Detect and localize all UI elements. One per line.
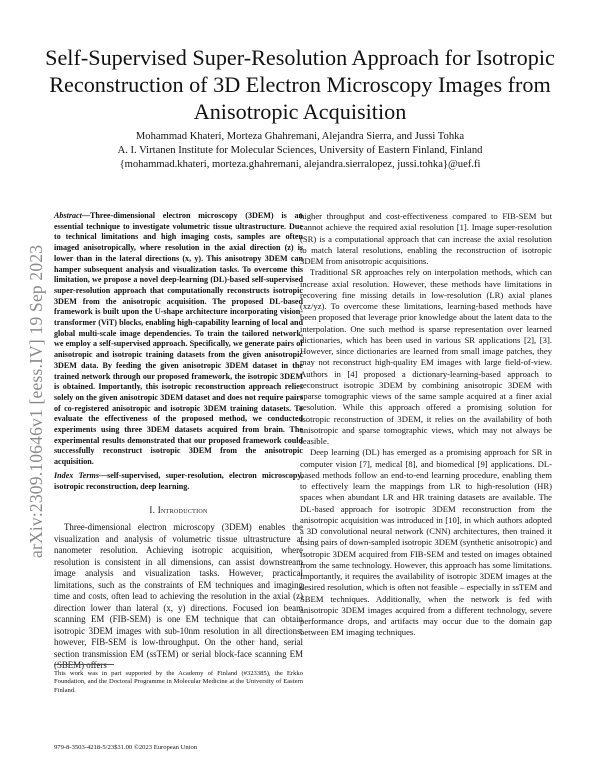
body-paragraph: Deep learning (DL) has emerged as a promising approach for SR in computer vision [7], medical [8], and biomedical [9] applications. DL-based methods follow an end-to-end learning procedure, enabling them to effectively learn the mappings from LR to high-resolution (HR) spaces when abundant LR and HR training datasets are available. The DL-based approach for isotropic 3DEM reconstruction from the anisotropic acquisition was introduced in [10], in which authors adopted a 3D convolutional neural network (CNN) architectures, then trained it using pairs of down-sampled isotropic 3DEM (synthetic anisotropic) and isotropic 3DEM acquired from FIB-SEM and tested on images obtained from the same technology. However, this approach has some limitations. Importantly, it requires the availability of isotropic 3DEM images at the desired resolution, which is often not feasible – especially in ssTEM and SBEM techniques. Additionally, when the network is fed with anisotropic 3DEM images acquired from a different technology, severe performance drops, and artifacts may occur due to the domain gap between EM imaging techniques. — [300, 447, 552, 638]
introduction — [54, 522, 303, 672]
right-column — [300, 211, 552, 639]
emails: {mohammad.khateri, morteza.ghahremani, alejandra.sierralopez, jussi.tohka}@uef.fi — [119, 159, 481, 170]
index-terms — [54, 471, 303, 492]
affiliation: A. I. Virtanen Institute for Molecular Sciences, University of Eastern Finland, Finland — [117, 145, 483, 156]
arxiv-stamp[interactable]: arXiv:2309.10646v1 [eess.IV] 19 Sep 2023 — [26, 244, 46, 558]
index-terms-label: Index Terms — [54, 470, 99, 480]
paper-title: Self-Supervised Super-Resolution Approach for Isotropic Reconstruction of 3D Electron Microscopy Images from Anisotropic Acquisition — [45, 45, 555, 124]
section-heading-introduction: I. Introduction — [149, 505, 208, 516]
copyright-footer: 979-8-3503-4218-5/23$31.00 ©2023 European Union — [54, 744, 198, 751]
abstract-text: —Three-dimensional electron microscopy (3DEM) is an essential technique to investigate volumetric tissue ultrastructure. Due to technical limitations and high imaging costs, samples are often imaged anisotropically, where resolution in the axial direction (z) is lower than in the lateral directions (x, y). This anisotropy 3DEM can hamper subsequent analysis and visualization tasks. To overcome this limitation, we propose a novel deep-learning (DL)-based self-supervised super-resolution approach that computationally reconstructs isotropic 3DEM from the anisotropic acquisition. The proposed DL-based framework is built upon the U-shape architecture incorporating vision-transformer (ViT) blocks, enabling high-capability learning of local and global multi-scale image dependencies. To train the tailored network, we employ a self-supervised approach. Specifically, we generate pairs of anisotropic and isotropic training datasets from the given anisotropic 3DEM data. By feeding the given anisotropic 3DEM dataset in the trained network through our proposed framework, the isotropic 3DEM is obtained. Importantly, this isotropic reconstruction approach relies solely on the given anisotropic 3DEM dataset and does not require pairs of co-registered anisotropic and isotropic 3DEM training datasets. To evaluate the effectiveness of the proposed method, we conducted experiments using three 3DEM datasets acquired from brain. The experimental results demonstrated that our proposed framework could successfully reconstruct isotropic 3DEM from the anisotropic acquisition. — [54, 211, 303, 467]
abstract-label: Abstract — [54, 211, 82, 220]
arxiv-stamp-container — [10, 198, 46, 558]
author-names: Mohammad Khateri, Morteza Ghahremani, Alejandra Sierra, and Jussi Tohka — [135, 131, 465, 142]
intro-paragraph: Three-dimensional electron microscopy (3DEM) enables the visualization and analysis of volumetric tissue ultrastructure at nanometer resolution. Achieving isotropic acquisition, where resolution is consistent in all dimensions, can assist downstream image analysis and visualization tasks. However, practical limitations, such as the constraints of EM techniques and imaging time and costs, often lead to achieving the resolution in the axial (z) direction lower than lateral (x, y) directions. Focused ion beam scanning EM (FIB-SEM) is one EM technique that can obtain isotropic 3DEM images with sub-10nm resolution in all directions; however, FIB-SEM is low-throughput. On the other hand, serial section transmission EM (ssTEM) or serial block-face scanning EM (SBEM) offers — [54, 522, 303, 671]
left-column — [54, 211, 303, 672]
footnote: This work was in part supported by the Academy of Finland (#323385), the Erkko Foundation, and the Doctoral Programme in Molecular Medicine at the University of Eastern Finland. — [54, 670, 303, 694]
footnote-rule — [54, 664, 114, 665]
author-block — [40, 130, 560, 172]
abstract — [54, 211, 303, 468]
body-paragraph: Traditional SR approaches rely on interpolation methods, which can increase axial resolution. However, these methods have limitations in recovering fine missing details in low-resolution (LR) axial planes (xz/yz). To overcome these limitations, learning-based methods have been proposed that leverage prior knowledge about the latent data to the interpolation. One such method is sparse representation over learned dictionaries, which has been used in various SR applications [2], [3]. However, since dictionaries are learned from small image patches, they may not reconstruct high-quality EM images with large field-of-view. Authors in [4] proposed a dictionary-learning-based approach to reconstruct isotropic 3DEM by combining anisotropic 3DEM with sparse tomographic views of the same sample acquired at a finer axial resolution. While this approach offered a promising solution for isotropic reconstruction of 3DEM, it relies on the availability of both anisotropic and sparse tomographic views, which may not always be feasible. — [300, 267, 552, 446]
index-terms-text: —self-supervised, super-resolution, electron microscopy, isotropic reconstruction, deep learning. — [54, 470, 303, 491]
body-paragraph: higher throughput and cost-effectiveness compared to FIB-SEM but cannot achieve the required axial resolution [1]. Image super-resolution (SR) is a computational approach that can increase the axial resolution to match lateral resolutions, enabling the reconstruction of isotropic 3DEM from anisotropic acquisitions. — [300, 211, 552, 266]
